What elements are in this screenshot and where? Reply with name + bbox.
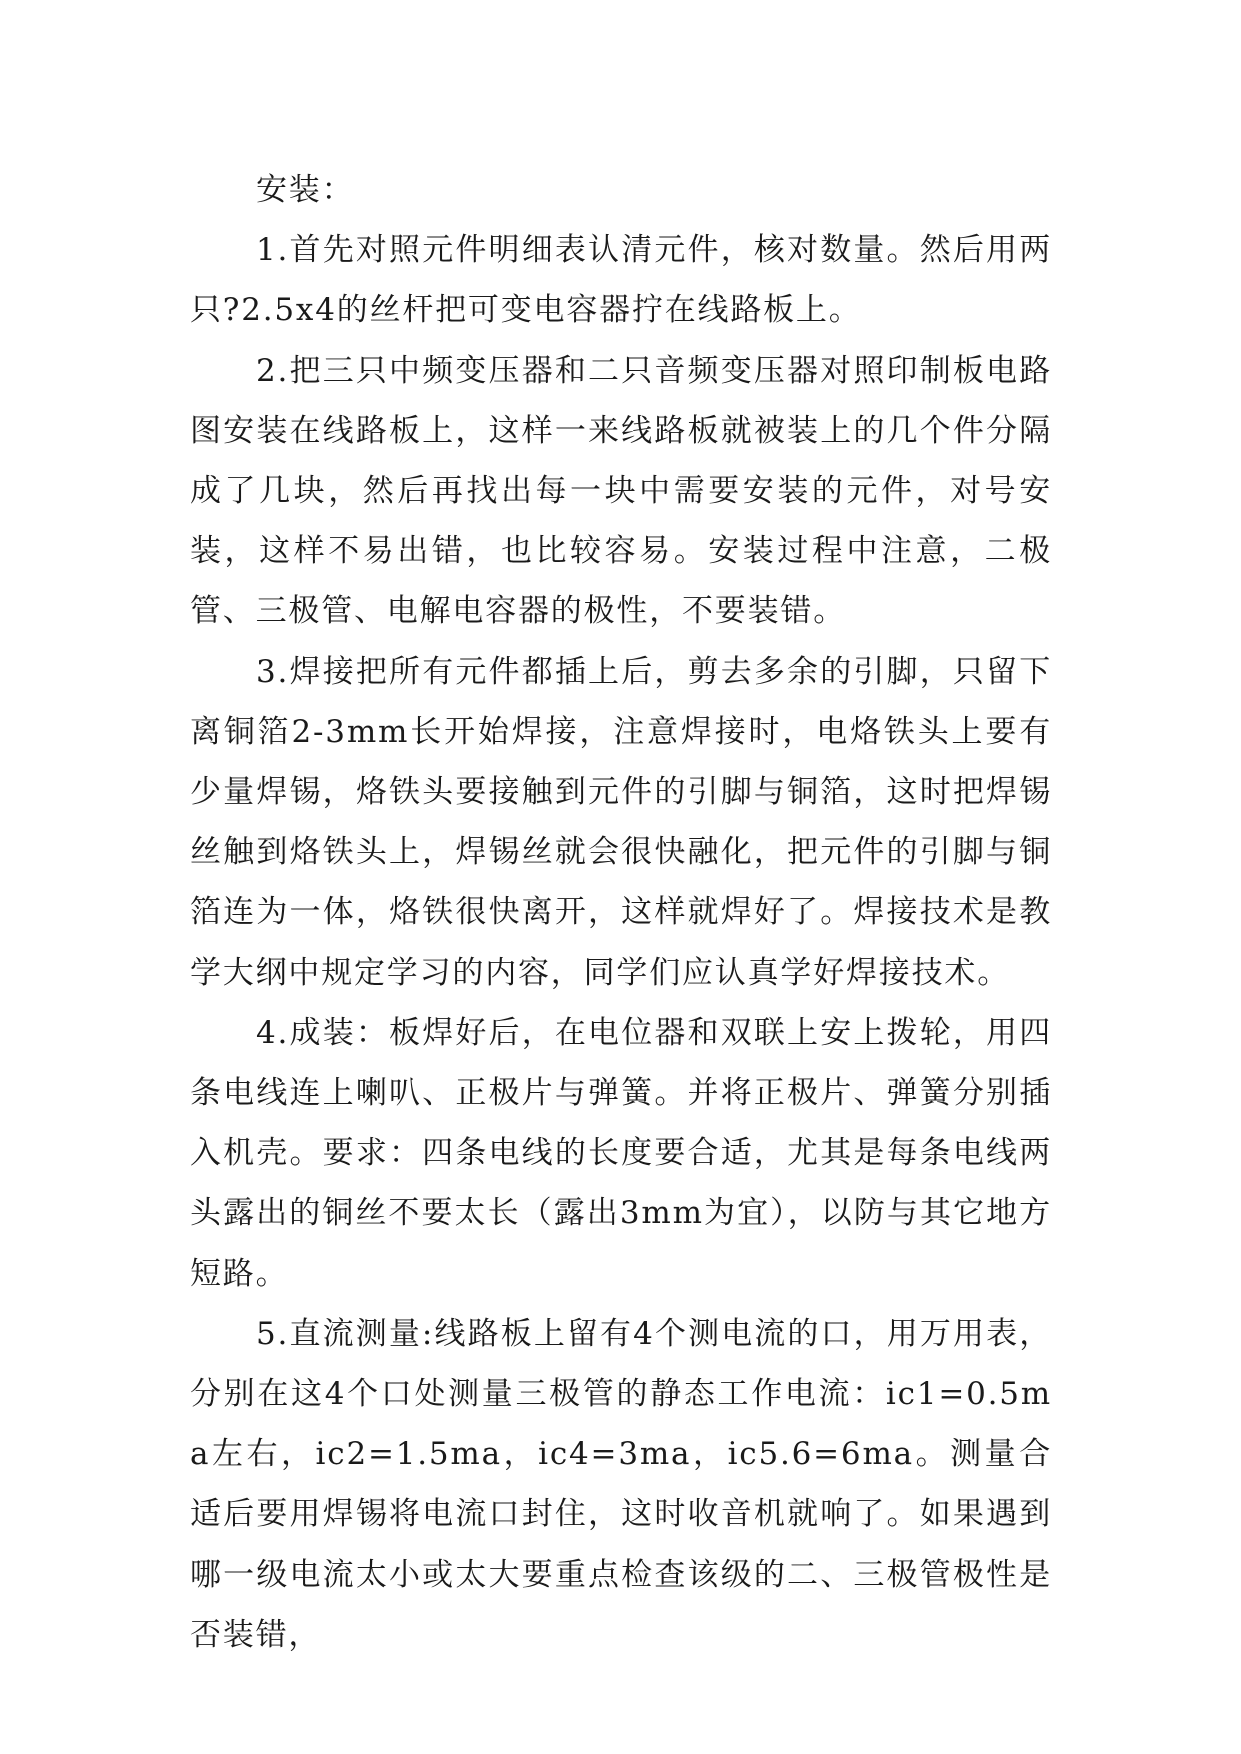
paragraph-step-1: 1.首先对照元件明细表认清元件，核对数量。然后用两只?2.5x4的丝杆把可变电容器拧在线路板上。 — [190, 232, 1052, 329]
paragraph-heading-installation: 安装： — [256, 172, 355, 208]
paragraph-step-3: 3.焊接把所有元件都插上后，剪去多余的引脚，只留下离铜箔2-3mm长开始焊接，注意焊接时，电烙铁头上要有少量焊锡，烙铁头要接触到元件的引脚与铜箔，这时把焊锡丝触到烙铁头上，焊锡丝就会很快融化，把元件的引脚与铜箔连为一体，烙铁很快离开，这样就焊好了。焊接技术是教学大纲中规定学习的内容，同学们应认真学好焊接技术。 — [190, 653, 1052, 991]
paragraph-step-4: 4.成装：板焊好后，在电位器和双联上安上拨轮，用四条电线连上喇叭、正极片与弹簧。并将正极片、弹簧分别插入机壳。要求：四条电线的长度要合适，尤其是每条电线两头露出的铜丝不要太长（露出3mm为宜），以防与其它地方短路。 — [190, 1014, 1052, 1292]
paragraph-step-5: 5.直流测量:线路板上留有4个测电流的口，用万用表，分别在这4个口处测量三极管的静态工作电流：ic1=0.5ma左右，ic2=1.5ma，ic4=3ma，ic5.6=6ma。测量合适后要用焊锡将电流口封住，这时收音机就响了。如果遇到哪一级电流太小或太大要重点检查该级的二、三极管极性是否装错， — [190, 1315, 1052, 1653]
document-body — [190, 160, 1052, 1665]
paragraph-step-2: 2.把三只中频变压器和二只音频变压器对照印制板电路图安装在线路板上，这样一来线路板就被装上的几个件分隔成了几块，然后再找出每一块中需要安装的元件，对号安装，这样不易出错，也比较容易。安装过程中注意，二极管、三极管、电解电容器的极性，不要装错。 — [190, 352, 1052, 630]
